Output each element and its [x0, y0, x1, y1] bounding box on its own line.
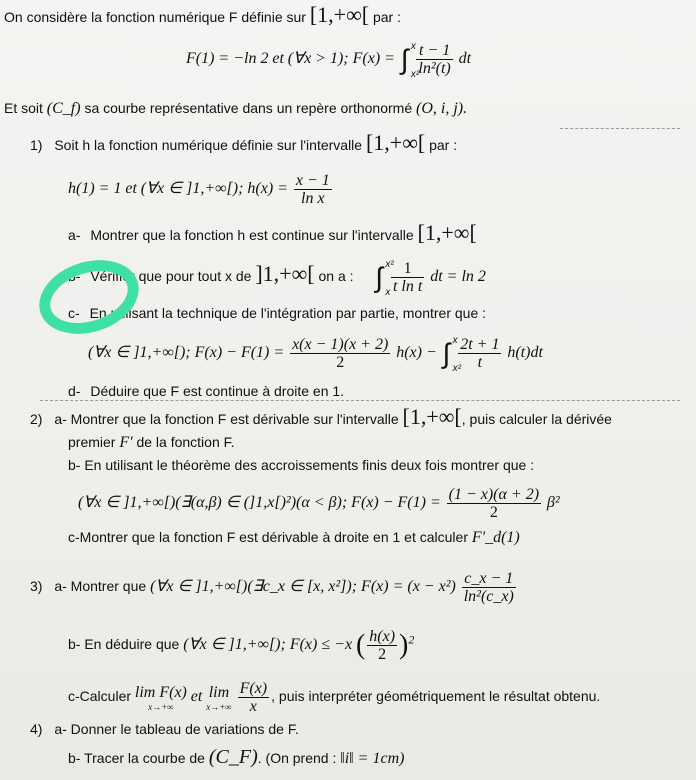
q2a-premier: premier — [68, 434, 116, 450]
q2c-text: c-Montrer que la fonction F est dérivable à droite en 1 et calculer — [68, 529, 468, 545]
curve-repere: (O, i, j). — [416, 100, 468, 117]
q1b-interval: ]1,+∞[ — [255, 261, 315, 287]
h-definition — [68, 172, 334, 207]
q2a-text: a- Montrer que la fonction F est dérivable sur l'intervalle — [54, 411, 399, 427]
q1b-fraction — [391, 260, 424, 295]
q3c-text: c-Calculer — [68, 688, 132, 705]
q3b-rparen: ) — [399, 629, 409, 661]
q3a-den: ln²(c_x) — [463, 588, 514, 605]
q3b-text: b- En déduire que — [68, 636, 180, 653]
q3c-line — [68, 680, 600, 715]
q2b-den: 2 — [489, 504, 498, 521]
q1b-lower: x — [385, 286, 391, 298]
q2b-text: b- En utilisant le théorème des accroissements finis deux fois montrer que : — [68, 457, 535, 473]
h1-def: h(1) = 1 — [68, 180, 122, 198]
q3b-fraction — [367, 628, 397, 663]
q4b-cf: (C_F) — [208, 746, 258, 768]
q3c-lim1-expr: lim F(x) — [134, 683, 187, 701]
Fx-def: (∀x > 1); F(x) = — [287, 50, 395, 68]
q3b-exp: 2 — [408, 632, 415, 647]
intro-text: On considère la fonction numérique F définie sur — [4, 9, 306, 25]
q1c-lower: x² — [452, 362, 461, 374]
hx-def: (∀x ∈ ]1,+∞[); h(x) = — [140, 180, 288, 198]
F-integrand — [416, 42, 452, 77]
q1b-den: t ln t — [392, 278, 423, 295]
q3c-lim2-word: lim — [208, 683, 230, 701]
h-fraction — [294, 172, 332, 207]
q1a-interval: [1,+∞[ — [417, 220, 477, 245]
q1d-line — [68, 382, 344, 400]
q4b-line — [68, 748, 404, 768]
q3c-fraction — [238, 680, 270, 715]
int-lower: x² — [410, 68, 420, 80]
curve-cf: (C_f) — [46, 100, 81, 117]
q3c-tail: , puis interpréter géométriquement le résultat obtenu. — [271, 688, 601, 705]
q3b-den: 2 — [378, 646, 387, 663]
divider — [560, 128, 680, 129]
q1d-label: d- — [68, 383, 81, 399]
q1-par: par : — [429, 137, 458, 153]
q2b-formula — [78, 486, 560, 521]
q1c-formula — [88, 334, 543, 374]
q1b-upper: x² — [385, 258, 394, 270]
q2b-lhs: (∀x ∈ ]1,+∞[)(∃(α,β) ∈ (]1,x[)²)(α < β); F(x) − F(1) = — [78, 494, 441, 512]
q3-label: 3) — [30, 578, 43, 595]
q1-label: 1) — [30, 137, 43, 153]
F1-def: F(1) = −ln 2 — [186, 50, 269, 68]
q3a-formula: (∀x ∈ ]1,+∞[)(∃c_x ∈ [x, x²]); F(x) = (x − x²) — [150, 578, 456, 596]
q1c-fraction — [290, 336, 390, 371]
q1c-fraction2 — [458, 336, 501, 371]
h-den: ln x — [301, 190, 325, 207]
curve-post: sa courbe représentative dans un repère orthonormé — [84, 100, 413, 116]
q1b-text: Vérifier que pour tout x de — [90, 268, 252, 285]
h-num: x − 1 — [295, 172, 330, 189]
q4a-text: a- Donner le tableau de variations de F. — [54, 721, 299, 737]
q1c-den2: t — [477, 354, 483, 371]
q4b-text: b- Tracer la courbe de — [68, 750, 205, 766]
q1c-lhs: (∀x ∈ ]1,+∞[); F(x) − F(1) = — [88, 344, 285, 362]
q3b-line — [68, 628, 414, 663]
integral-sign: ∫ x x² — [400, 40, 420, 80]
q2a-Fprime: F' — [119, 434, 133, 451]
q1b-ona: on a : — [318, 268, 354, 285]
q1c-mid: h(x) − — [396, 344, 437, 362]
q1a-text: Montrer que la fonction h est continue sur l'intervalle — [90, 227, 414, 243]
q3c-den: x — [249, 698, 257, 715]
q2b-tail: β² — [546, 494, 560, 512]
et-word: et — [272, 50, 284, 68]
q1c-upper: x — [452, 334, 458, 346]
q2c-tail: F'_d(1) — [471, 529, 520, 546]
q1c-label: c- — [68, 305, 80, 321]
h-et: et — [125, 180, 137, 198]
q3b-lparen: ( — [355, 629, 366, 661]
q3c-lim2-sub: x→+∞ — [206, 701, 232, 712]
q3c-et: et — [190, 688, 203, 706]
F-dt: dt — [458, 50, 472, 68]
q2b-num: (1 − x)(α + 2) — [448, 486, 540, 503]
q1a-line — [68, 220, 477, 245]
q2c-line — [68, 528, 520, 547]
q3c-lim1-sub: x→+∞ — [148, 701, 174, 712]
q2b-line — [68, 456, 534, 474]
q4a-line — [30, 720, 299, 738]
q3a-fraction — [462, 570, 516, 605]
q1-line — [30, 130, 458, 155]
q3a-text: a- Montrer que — [54, 578, 147, 595]
q4-label: 4) — [30, 721, 43, 737]
q2a-line2-tail: de la fonction F. — [136, 434, 235, 450]
F-den: ln²(t) — [418, 60, 451, 77]
divider-2 — [40, 400, 680, 401]
q1d-text: Déduire que F est continue à droite en 1. — [90, 383, 345, 399]
q1c-num2: 2t + 1 — [460, 336, 500, 353]
definition-F — [186, 40, 472, 80]
q1-interval: [1,+∞[ — [365, 130, 426, 155]
q3c-num: F(x) — [239, 680, 268, 697]
q3a-line — [30, 570, 518, 605]
intro-interval: [1,+∞[ — [309, 2, 370, 27]
q1b-num: 1 — [391, 260, 424, 278]
q3a-num: c_x − 1 — [462, 570, 516, 588]
q4b-norm: ‖i‖ = 1cm) — [340, 750, 405, 767]
q3b-formula: (∀x ∈ ]1,+∞[); F(x) ≤ −x — [183, 636, 353, 654]
q2-label: 2) — [30, 411, 43, 427]
curve-pre: Et soit — [4, 100, 43, 116]
intro-par: par : — [372, 9, 401, 25]
curve-line — [4, 99, 467, 118]
int-upper: x — [410, 40, 416, 52]
q1b-tail: dt = ln 2 — [430, 268, 486, 286]
q2a-line — [30, 404, 612, 429]
q2a-tail: , puis calculer la dérivée — [461, 411, 612, 427]
q1a-label: a- — [68, 227, 81, 243]
q1-text: Soit h la fonction numérique définie sur l'intervalle — [54, 137, 363, 153]
q1c-text: En utilisant la technique de l'intégration par partie, montrer que : — [89, 305, 487, 321]
F-num: t − 1 — [416, 42, 452, 60]
q1c-den: 2 — [336, 354, 345, 371]
intro-line — [4, 2, 401, 27]
q2b-fraction — [447, 486, 541, 521]
q1c-tail: h(t)dt — [507, 344, 543, 362]
q3c-lim2 — [206, 684, 231, 712]
q1c-integral-sign: ∫ x x² — [442, 334, 461, 374]
q2a-interval: [1,+∞[ — [402, 404, 462, 429]
q3c-lim1 — [135, 684, 187, 712]
q3b-num: h(x) — [369, 628, 396, 645]
q2a-line2 — [68, 433, 235, 452]
q1b-label: b- — [68, 268, 81, 285]
q4b-tail: . (On prend : — [257, 750, 337, 766]
q1c-num: x(x − 1)(x + 2) — [292, 336, 389, 353]
q1b-integral-sign: ∫ x² x — [375, 258, 394, 298]
